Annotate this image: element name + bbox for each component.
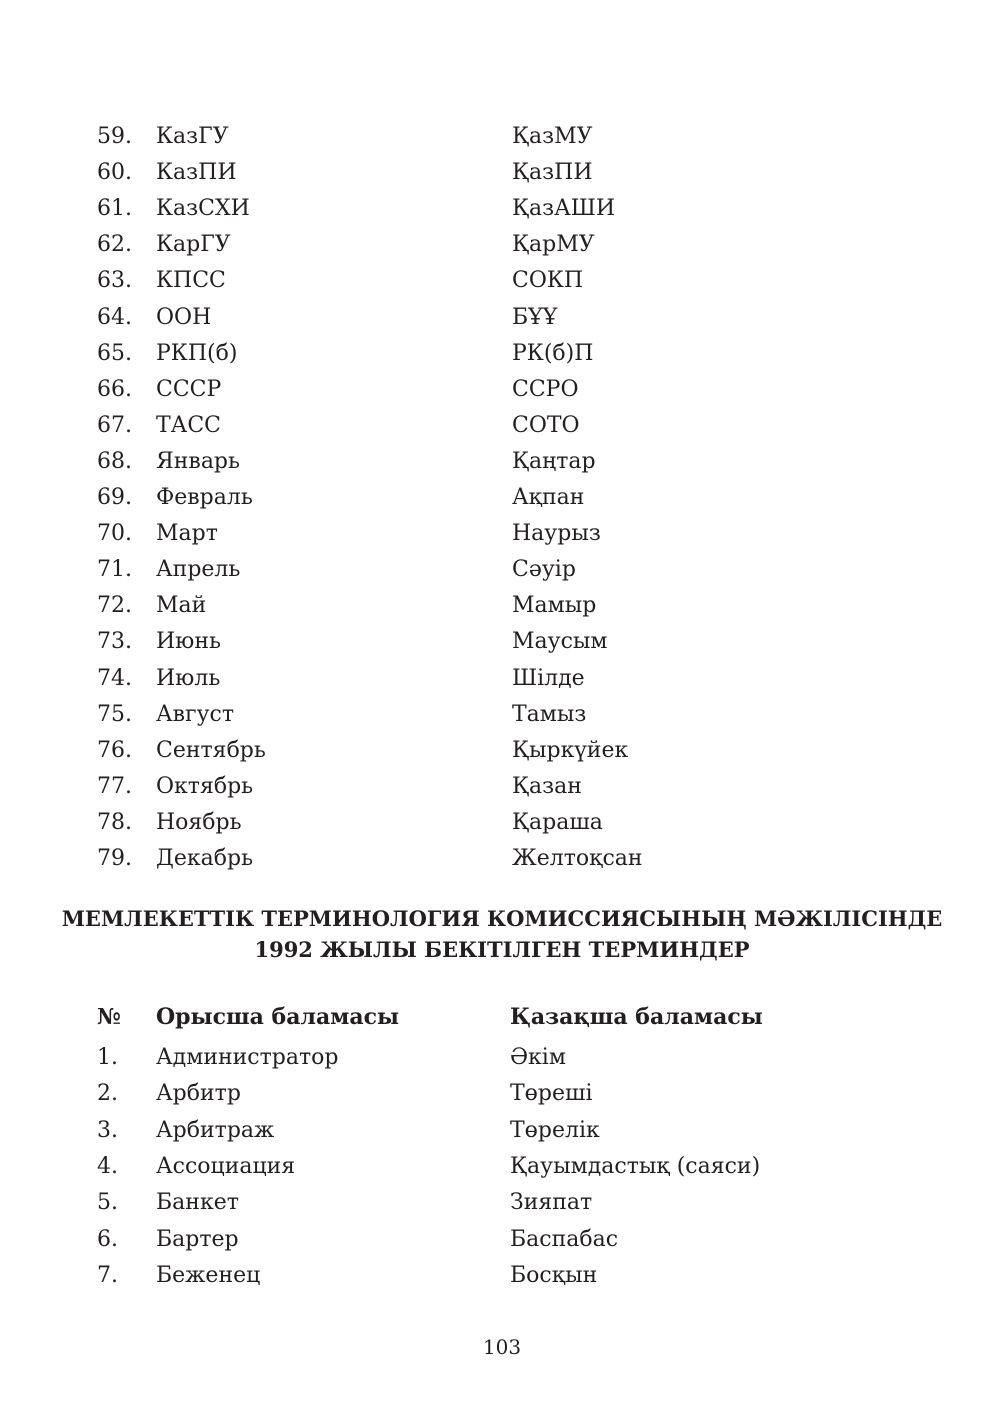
- russian-term: Беженец: [156, 1262, 261, 1288]
- russian-term: КазГУ: [156, 124, 229, 149]
- russian-term: КазСХИ: [156, 196, 250, 222]
- item-number: 7.: [97, 1262, 118, 1288]
- kazakh-term: Тамыз: [512, 701, 587, 727]
- kazakh-term: ССРО: [512, 376, 579, 402]
- russian-term: СССР: [156, 376, 222, 402]
- russian-term: Октябрь: [156, 773, 254, 799]
- item-number: 74.: [97, 665, 132, 691]
- kazakh-term: Төрелік: [510, 1117, 600, 1143]
- kazakh-term: СОТО: [512, 412, 580, 438]
- terms-table-header: [0, 999, 1004, 1035]
- list-item: [0, 1113, 1004, 1149]
- item-number: 3.: [97, 1117, 118, 1143]
- russian-term: Сентябрь: [156, 737, 266, 763]
- russian-term: Июнь: [156, 629, 221, 655]
- list-item: [0, 372, 1004, 408]
- list-item: [0, 516, 1004, 552]
- item-number: 77.: [97, 773, 132, 799]
- item-number: 62.: [97, 232, 132, 258]
- list-item: [0, 588, 1004, 624]
- list-item: [0, 552, 1004, 588]
- list-item: [0, 805, 1004, 841]
- kazakh-term: ҚазМУ: [512, 124, 593, 149]
- list-item: [0, 1040, 1004, 1076]
- list-item: [0, 841, 1004, 877]
- russian-term: Июль: [156, 665, 221, 691]
- item-number: 79.: [97, 846, 132, 871]
- russian-term: Администратор: [156, 1045, 339, 1070]
- russian-term: Арбитраж: [156, 1117, 275, 1143]
- kazakh-term: Қыркүйек: [512, 737, 629, 763]
- list-item: [0, 227, 1004, 263]
- russian-term: Арбитр: [156, 1081, 241, 1107]
- kazakh-term: ҚарМУ: [512, 232, 595, 258]
- list-item: [0, 624, 1004, 660]
- list-item: [0, 191, 1004, 227]
- kazakh-term: Ақпан: [512, 485, 585, 510]
- russian-term: РКП(б): [156, 340, 238, 366]
- list-item: [0, 408, 1004, 444]
- item-number: 59.: [97, 124, 132, 149]
- list-item: [0, 1258, 1004, 1294]
- russian-term: Декабрь: [156, 846, 254, 871]
- item-number: 76.: [97, 737, 132, 763]
- section-title-line-1: МЕМЛЕКЕТТІК ТЕРМИНОЛОГИЯ КОМИССИЯСЫНЫҢ МӘЖІЛІСІНДЕ: [61, 906, 943, 931]
- list-item: [0, 480, 1004, 516]
- item-number: 5.: [97, 1190, 118, 1216]
- kazakh-term: Зияпат: [510, 1190, 593, 1216]
- russian-term: КазПИ: [156, 160, 237, 186]
- kazakh-term: Шілде: [512, 665, 585, 691]
- item-number: 67.: [97, 412, 132, 438]
- kazakh-term: Қаңтар: [512, 448, 596, 474]
- item-number: 72.: [97, 593, 132, 619]
- item-number: 71.: [97, 557, 132, 583]
- russian-term: Апрель: [156, 557, 241, 583]
- list-item: [0, 336, 1004, 372]
- list-item: [0, 1185, 1004, 1221]
- list-item: [0, 1076, 1004, 1112]
- kazakh-term: СОКП: [512, 268, 584, 294]
- kazakh-term: ҚазАШИ: [512, 196, 616, 222]
- kazakh-term: Сәуір: [512, 557, 576, 583]
- russian-term: Август: [156, 701, 235, 727]
- item-number: 63.: [97, 268, 132, 294]
- list-item: [0, 300, 1004, 336]
- kazakh-term: Қазан: [512, 773, 582, 799]
- russian-term: Февраль: [156, 485, 253, 510]
- kazakh-term: Қауымдастық (саяси): [510, 1153, 761, 1179]
- header-russian: Орысша баламасы: [156, 1004, 400, 1030]
- kazakh-term: Әкім: [510, 1045, 566, 1070]
- kazakh-term: ҚазПИ: [512, 160, 593, 186]
- kazakh-term: Баспабас: [510, 1226, 619, 1252]
- kazakh-term: БҰҰ: [512, 304, 558, 330]
- russian-term: Май: [156, 593, 207, 619]
- kazakh-term: Желтоқсан: [512, 846, 643, 871]
- kazakh-term: РК(б)П: [512, 340, 594, 366]
- item-number: 78.: [97, 809, 132, 835]
- russian-term: Ассоциация: [156, 1153, 296, 1179]
- list-item: [0, 155, 1004, 191]
- russian-term: ТАСС: [156, 412, 222, 438]
- item-number: 75.: [97, 701, 132, 727]
- russian-term: Банкет: [156, 1190, 239, 1216]
- section-title-line-2: 1992 ЖЫЛЫ БЕКІТІЛГЕН ТЕРМИНДЕР: [254, 937, 750, 962]
- kazakh-term: Наурыз: [512, 521, 601, 547]
- item-number: 69.: [97, 485, 132, 510]
- list-item: [0, 1149, 1004, 1185]
- list-item: [0, 661, 1004, 697]
- item-number: 65.: [97, 340, 132, 366]
- page-number: 103: [482, 1335, 522, 1359]
- kazakh-term: Төреші: [510, 1081, 593, 1107]
- item-number: 66.: [97, 376, 132, 402]
- russian-term: Ноябрь: [156, 809, 242, 835]
- russian-term: Март: [156, 521, 218, 547]
- item-number: 68.: [97, 448, 132, 474]
- russian-term: КарГУ: [156, 232, 231, 258]
- list-item: [0, 444, 1004, 480]
- item-number: 4.: [97, 1153, 118, 1179]
- list-item: [0, 119, 1004, 155]
- russian-term: КПСС: [156, 268, 226, 294]
- list-item: [0, 733, 1004, 769]
- list-item: [0, 1222, 1004, 1258]
- kazakh-term: Маусым: [512, 629, 608, 655]
- item-number: 60.: [97, 160, 132, 186]
- item-number: 1.: [97, 1045, 118, 1070]
- russian-term: Бартер: [156, 1226, 239, 1252]
- list-item: [0, 697, 1004, 733]
- header-number: №: [97, 1004, 121, 1030]
- item-number: 61.: [97, 196, 132, 222]
- list-item: [0, 769, 1004, 805]
- item-number: 70.: [97, 521, 132, 547]
- kazakh-term: Мамыр: [512, 593, 597, 619]
- list-item: [0, 263, 1004, 299]
- header-kazakh: Қазақша баламасы: [510, 1004, 763, 1030]
- kazakh-term: Босқын: [510, 1262, 598, 1288]
- item-number: 64.: [97, 304, 132, 330]
- russian-term: Январь: [156, 448, 240, 474]
- kazakh-term: Қараша: [512, 809, 603, 835]
- item-number: 73.: [97, 629, 132, 655]
- russian-term: ООН: [156, 304, 212, 330]
- item-number: 6.: [97, 1226, 118, 1252]
- item-number: 2.: [97, 1081, 118, 1107]
